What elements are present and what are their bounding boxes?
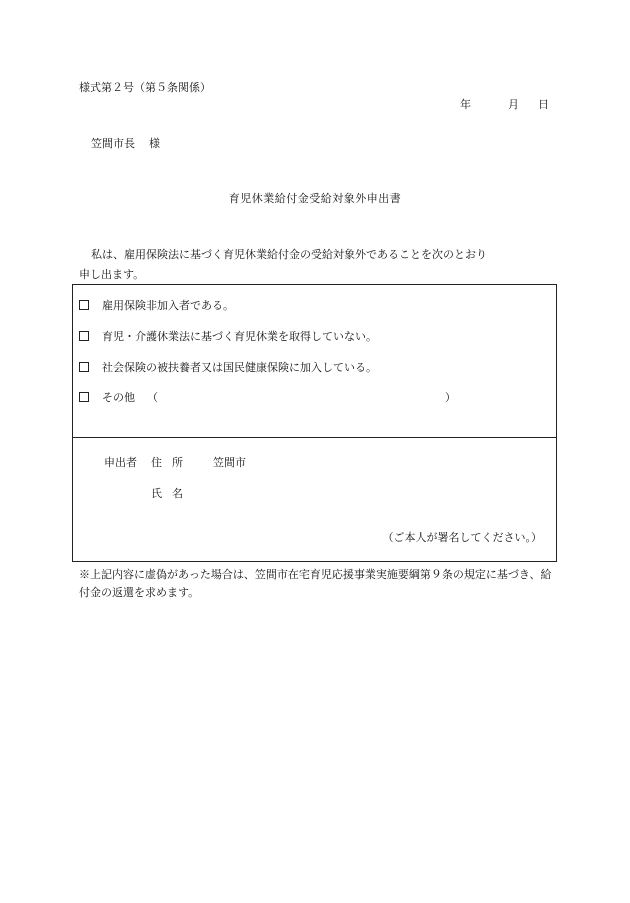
declaration-text bbox=[79, 245, 549, 285]
form-number: 様式第２号（第５条関係） bbox=[79, 81, 211, 94]
name-label: 氏名 bbox=[151, 487, 193, 500]
addressee-name: 笠間市長 bbox=[91, 137, 135, 150]
option-row-non-insured[interactable] bbox=[79, 299, 234, 313]
option-row-no-leave[interactable] bbox=[79, 330, 377, 344]
declaration-line-2: 申し出ます。 bbox=[79, 268, 145, 281]
other-paren-open: （ bbox=[147, 391, 158, 404]
option-label: 社会保険の被扶養者又は国民健康保険に加入している。 bbox=[102, 361, 377, 374]
checkbox-icon[interactable] bbox=[79, 331, 89, 341]
option-label: 育児・介護休業法に基づく育児休業を取得していない。 bbox=[102, 330, 377, 343]
address-label: 住所 bbox=[151, 456, 193, 469]
footnote: ※上記内容に虚偽があった場合は、笠間市在宅育児応援事業実施要綱第９条の規定に基づき、給付金の返還を求めます。 bbox=[79, 568, 552, 599]
document-title: 育児休業給付金受給対象外申出書 bbox=[228, 192, 402, 205]
option-row-other[interactable] bbox=[79, 391, 135, 405]
option-row-dependent[interactable] bbox=[79, 361, 377, 375]
checkbox-icon[interactable] bbox=[79, 392, 89, 402]
address-value[interactable]: 笠間市 bbox=[213, 456, 246, 469]
date-day-label: 日 bbox=[538, 98, 549, 111]
checkbox-icon[interactable] bbox=[79, 300, 89, 310]
declaration-line-1: 私は、雇用保険法に基づく育児休業給付金の受給対象外であることを次のとおり bbox=[91, 248, 487, 261]
date-month-label: 月 bbox=[508, 98, 519, 111]
other-paren-close: ） bbox=[445, 391, 456, 404]
date-year-label: 年 bbox=[460, 98, 471, 111]
addressee-honorific: 様 bbox=[149, 137, 160, 150]
signature-note: （ご本人が署名してください。） bbox=[382, 531, 542, 544]
option-label: その他 bbox=[102, 391, 135, 404]
option-label: 雇用保険非加入者である。 bbox=[102, 299, 234, 312]
date-fields bbox=[460, 98, 549, 112]
checkbox-icon[interactable] bbox=[79, 362, 89, 372]
applicant-heading: 申出者 bbox=[104, 456, 137, 469]
addressee bbox=[91, 137, 160, 151]
